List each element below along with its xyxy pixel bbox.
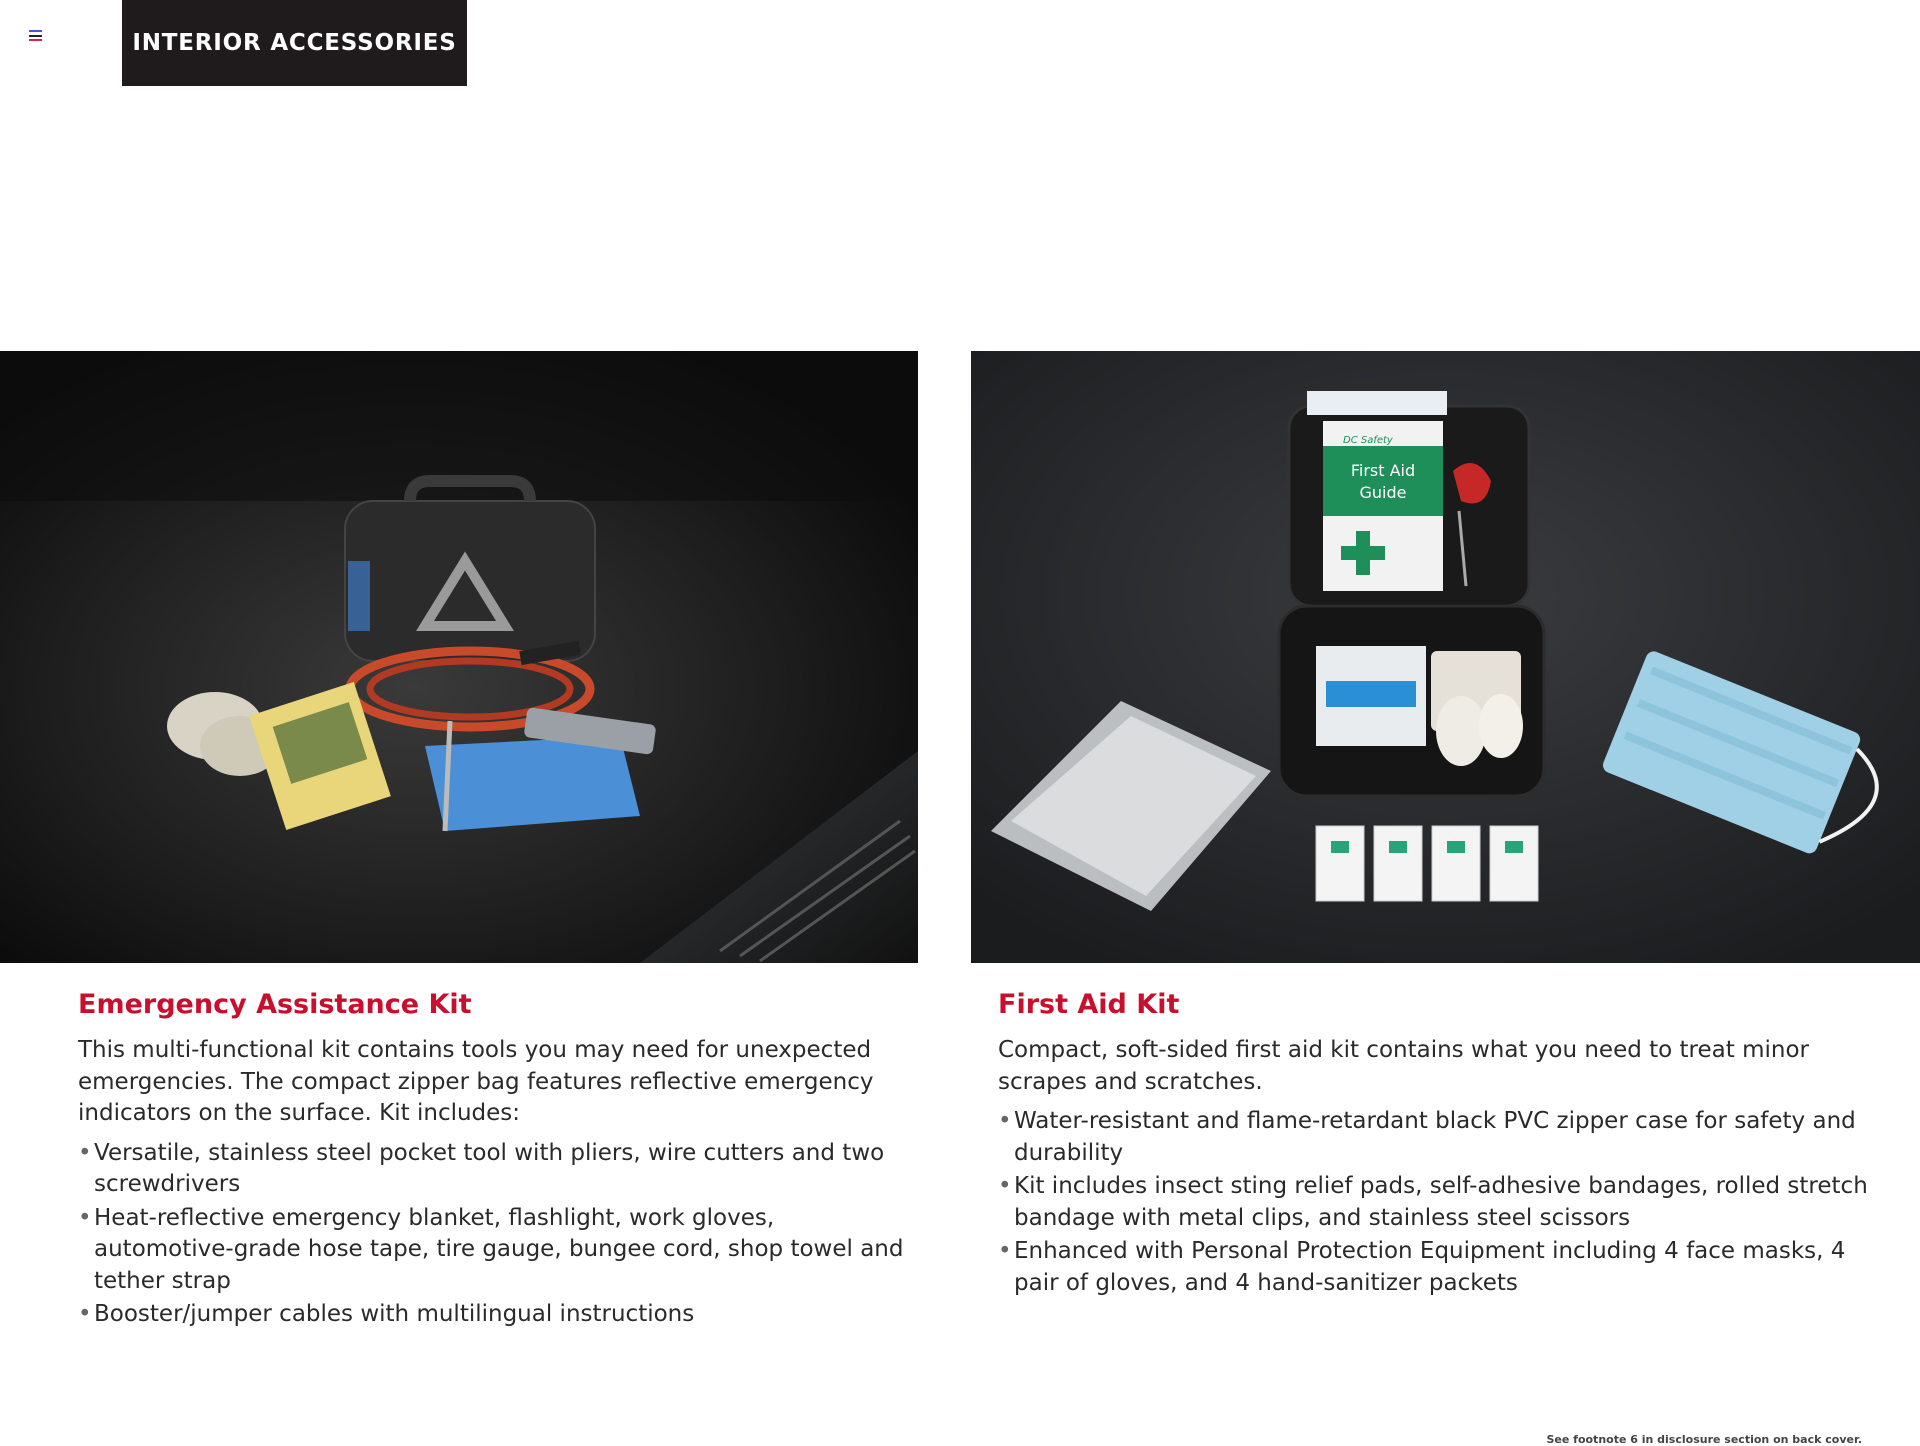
emergency-kit-photo — [0, 351, 918, 963]
list-item: • Versatile, stainless steel pocket tool with pliers, wire cutters and two screwdrivers — [78, 1138, 908, 1201]
guide-brand: DC Safety — [1343, 435, 1393, 446]
first-aid-kit-photo — [971, 351, 1920, 963]
list-item: • Kit includes insect sting relief pads, self-adhesive bandages, rolled stretch bandage with metal clips, and stainless steel scissors — [998, 1171, 1868, 1234]
product-description: Compact, soft-sided first aid kit contains what you need to treat minor scrapes and scratches. — [998, 1037, 1809, 1095]
section-title: INTERIOR ACCESSORIES — [132, 30, 457, 56]
product-title: First Aid Kit — [998, 989, 1180, 1020]
product-title: Emergency Assistance Kit — [78, 989, 472, 1020]
feature-list — [78, 1138, 908, 1331]
list-item: • Heat-reflective emergency blanket, flashlight, work gloves, automotive-grade hose tape, tire gauge, bungee cord, shop towel and tether strap — [78, 1203, 908, 1298]
feature-list — [998, 1106, 1868, 1299]
list-item: • Enhanced with Personal Protection Equipment including 4 face masks, 4 pair of gloves, and 4 hand-sanitizer packets — [998, 1236, 1868, 1299]
guide-title-line1: First Aid — [1350, 461, 1416, 480]
list-item: • Water-resistant and flame-retardant black PVC zipper case for safety and durability — [998, 1106, 1868, 1169]
emergency-kit-section — [78, 988, 908, 1333]
section-tab — [122, 0, 467, 86]
guide-title-line2: Guide — [1359, 483, 1407, 502]
footnote: See footnote 6 in disclosure section on back cover. — [1546, 1433, 1862, 1446]
first-aid-kit-section — [998, 988, 1868, 1301]
product-description: This multi-functional kit contains tools you may need for unexpected emergencies. The compact zipper bag features reflective emergency indicators on the surface. Kit includes: — [78, 1037, 874, 1126]
list-item: • Booster/jumper cables with multilingual instructions — [78, 1299, 908, 1331]
menu-icon[interactable] — [29, 30, 42, 41]
